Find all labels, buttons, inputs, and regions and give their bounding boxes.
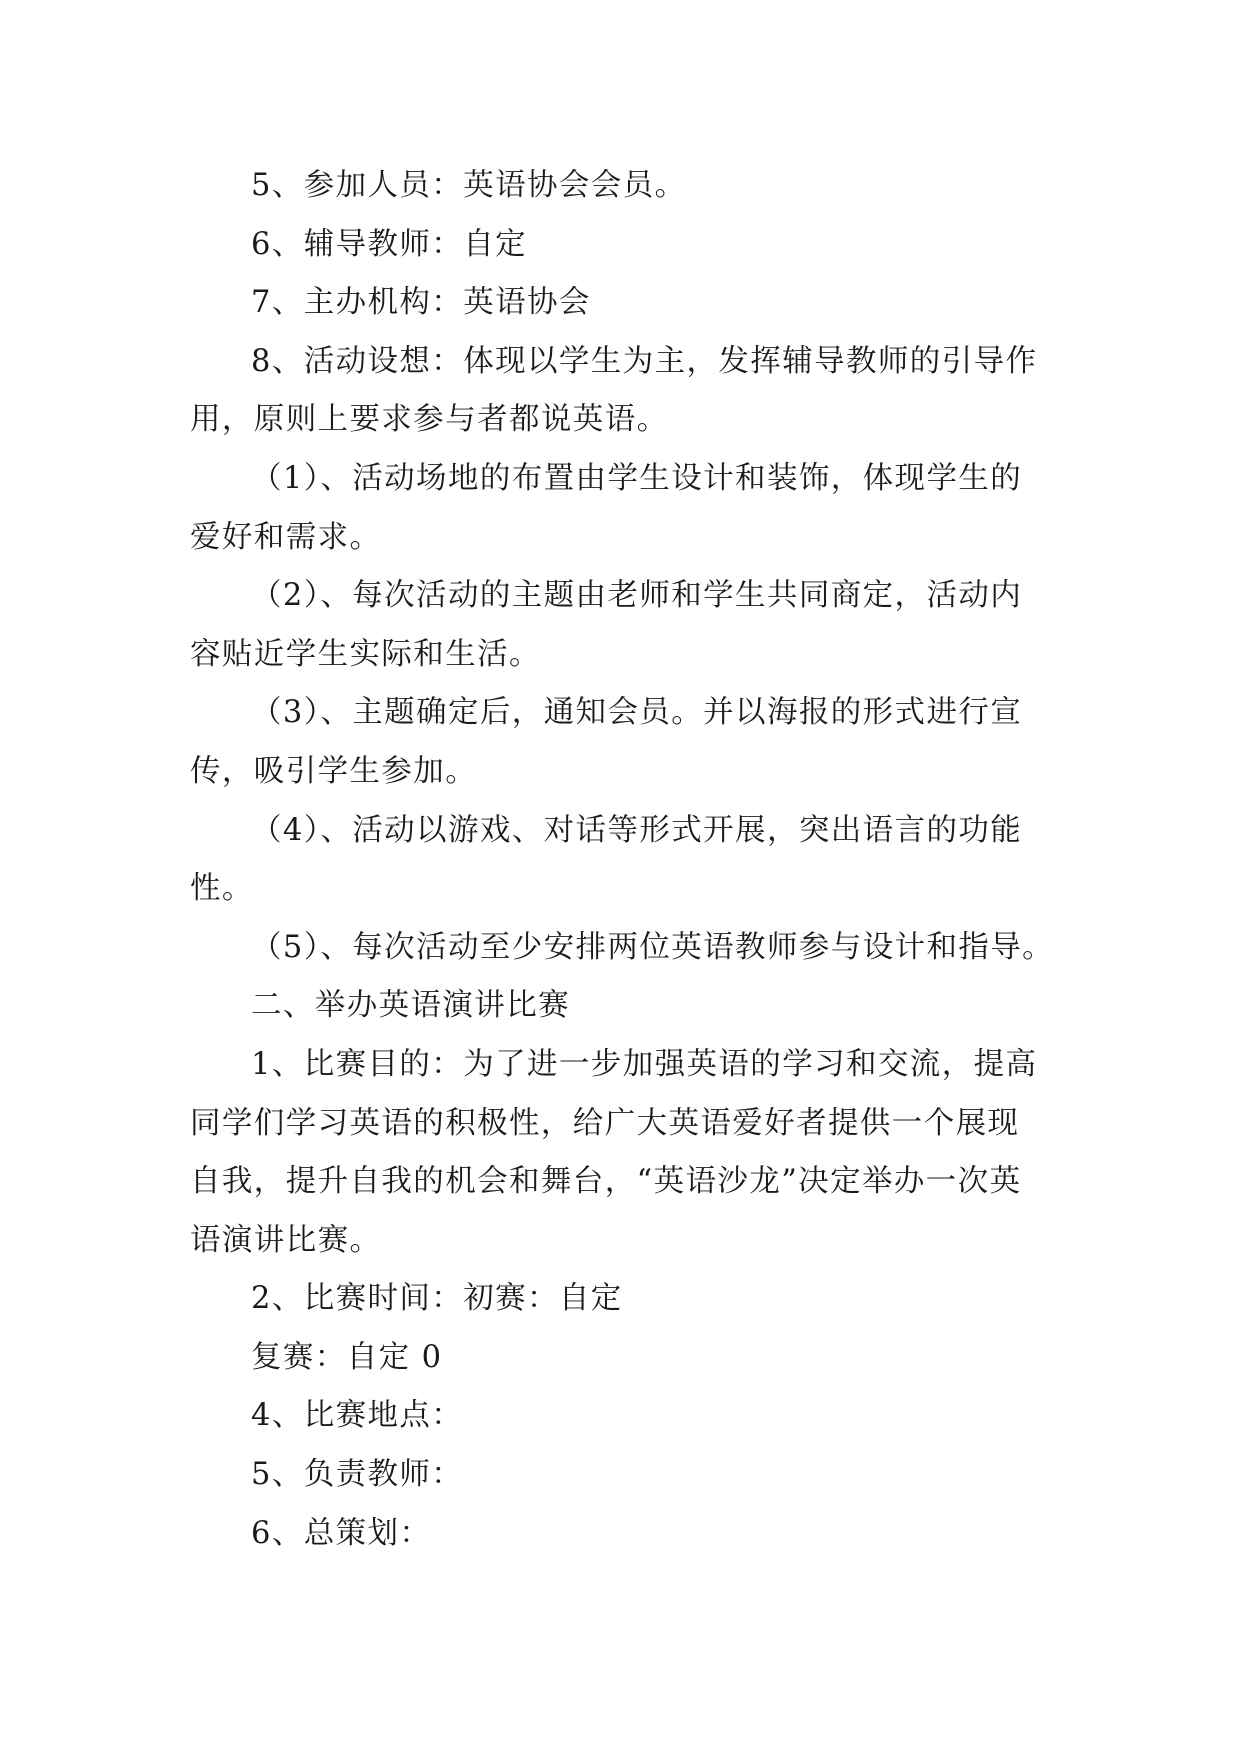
paragraph-responsible-teacher: 5、负责教师：	[251, 1457, 464, 1493]
paragraph-contest-purpose: 1、比赛目的：为了进一步加强英语的学习和交流，提高同学们学习英语的积极性，给广大英语爱好者提供一个展现自我，提升自我的机会和舞台，“英语沙龙”决定举办一次英语演讲比赛。	[190, 1046, 1038, 1258]
section-heading-speech-contest: 二、举办英语演讲比赛	[251, 988, 570, 1024]
paragraph-contest-time: 2、比赛时间：初赛：自定	[251, 1281, 623, 1317]
paragraph-participants: 5、参加人员：英语协会会员。	[251, 168, 687, 203]
paragraph-advisor: 6、辅导教师：自定	[251, 226, 528, 262]
paragraph-item-5: （5）、每次活动至少安排两位英语教师参与设计和指导。	[251, 929, 1055, 965]
paragraph-rematch: 复赛：自定 0	[251, 1339, 443, 1375]
paragraph-chief-planner: 6、总策划：	[251, 1515, 432, 1551]
paragraph-item-2: （2）、每次活动的主题由老师和学生共同商定，活动内容贴近学生实际和生活。	[190, 578, 1023, 672]
paragraph-item-1: （1）、活动场地的布置由学生设计和装饰，体现学生的爱好和需求。	[190, 460, 1023, 555]
paragraph-item-3: （3）、主题确定后，通知会员。并以海报的形式进行宣传，吸引学生参加。	[190, 695, 1023, 789]
paragraph-item-4: （4）、活动以游戏、对话等形式开展，突出语言的功能性。	[190, 812, 1023, 907]
paragraph-organizer: 7、主办机构：英语协会	[251, 285, 591, 321]
paragraph-activity-concept: 8、活动设想：体现以学生为主，发挥辅导教师的引导作用，原则上要求参与者都说英语。	[190, 343, 1038, 438]
paragraph-contest-location: 4、比赛地点：	[251, 1398, 464, 1434]
document-body	[190, 157, 1055, 1563]
